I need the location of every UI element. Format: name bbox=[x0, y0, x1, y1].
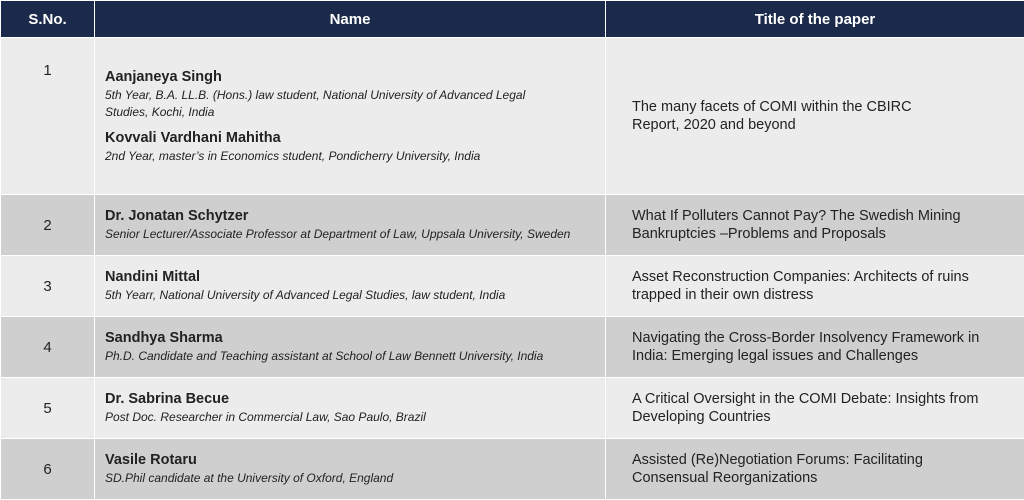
row-authors bbox=[95, 38, 606, 195]
row-sno: 1 bbox=[1, 38, 95, 195]
author-affiliation: Senior Lecturer/Associate Professor at Department of Law, Uppsala University, Sweden bbox=[105, 226, 599, 243]
author-affiliation: 5th Yearr, National University of Advanced Legal Studies, law student, India bbox=[105, 287, 599, 304]
header-row bbox=[1, 1, 1024, 38]
paper-title: Asset Reconstruction Companies: Architects of ruins trapped in their own distress bbox=[606, 256, 1024, 317]
row-authors bbox=[95, 256, 606, 317]
row-sno: 4 bbox=[1, 317, 95, 378]
header-sno: S.No. bbox=[1, 1, 95, 38]
author-name: Nandini Mittal bbox=[105, 268, 599, 287]
paper-title: Assisted (Re)Negotiation Forums: Facilitating Consensual Reorganizations bbox=[606, 439, 1024, 500]
row-sno: 5 bbox=[1, 378, 95, 439]
table-row bbox=[1, 256, 1024, 317]
author-affiliation: SD.Phil candidate at the University of Oxford, England bbox=[105, 470, 599, 487]
table-row bbox=[1, 317, 1024, 378]
paper-title: A Critical Oversight in the COMI Debate: Insights from Developing Countries bbox=[606, 378, 1024, 439]
author-affiliation: 2nd Year, master’s in Economics student, Pondicherry University, India bbox=[105, 148, 599, 165]
row-sno: 3 bbox=[1, 256, 95, 317]
header-title: Title of the paper bbox=[606, 1, 1024, 38]
header-name: Name bbox=[95, 1, 606, 38]
author-name: Dr. Jonatan Schytzer bbox=[105, 207, 599, 226]
table-row bbox=[1, 378, 1024, 439]
row-sno: 6 bbox=[1, 439, 95, 500]
row-authors bbox=[95, 317, 606, 378]
author-name: Kovvali Vardhani Mahitha bbox=[105, 129, 599, 148]
row-authors bbox=[95, 439, 606, 500]
author-name: Sandhya Sharma bbox=[105, 329, 599, 348]
row-authors bbox=[95, 378, 606, 439]
author-affiliation: Post Doc. Researcher in Commercial Law, Sao Paulo, Brazil bbox=[105, 409, 599, 426]
author-name: Dr. Sabrina Becue bbox=[105, 390, 599, 409]
row-authors bbox=[95, 195, 606, 256]
author bbox=[105, 129, 599, 165]
table-row bbox=[1, 195, 1024, 256]
paper-title: What If Polluters Cannot Pay? The Swedish Mining Bankruptcies –Problems and Proposals bbox=[606, 195, 1024, 256]
author-affiliation: 5th Year, B.A. LL.B. (Hons.) law student, National University of Advanced Legal Studies, Kochi, India bbox=[105, 87, 535, 121]
author-name: Aanjaneya Singh bbox=[105, 68, 599, 87]
author-name: Vasile Rotaru bbox=[105, 451, 599, 470]
author-affiliation: Ph.D. Candidate and Teaching assistant at School of Law Bennett University, India bbox=[105, 348, 599, 365]
table-row bbox=[1, 38, 1024, 195]
paper-title: The many facets of COMI within the CBIRC Report, 2020 and beyond bbox=[606, 38, 1024, 195]
paper-title: Navigating the Cross-Border Insolvency Framework in India: Emerging legal issues and Challenges bbox=[606, 317, 1024, 378]
row-sno: 2 bbox=[1, 195, 95, 256]
table-row bbox=[1, 439, 1024, 500]
author bbox=[105, 68, 599, 121]
